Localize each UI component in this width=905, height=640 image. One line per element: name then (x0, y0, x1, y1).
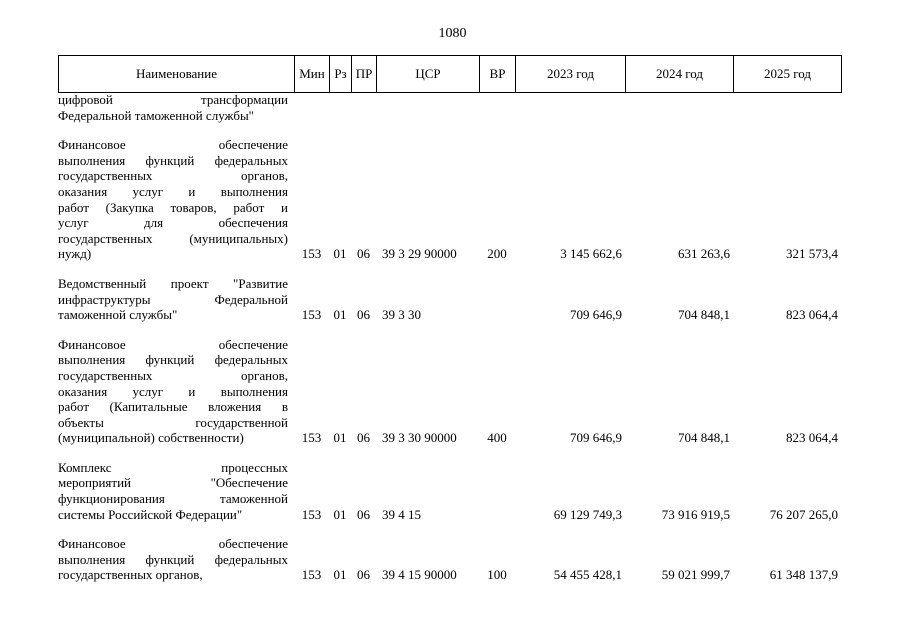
col-header-2025: 2025 год (734, 56, 842, 93)
row-value-2024: 631 263,6 (678, 246, 730, 262)
table-row (58, 337, 841, 446)
row-spacer (58, 262, 841, 276)
row-value-2025 (733, 92, 841, 123)
budget-table (58, 92, 841, 583)
row-min: 153 (301, 307, 322, 323)
row-csr: 39 3 30 (382, 307, 421, 323)
row-name-line: Федеральной таможенной службы" (58, 107, 254, 123)
row-value-2024: 704 848,1 (678, 430, 730, 446)
row-min: 153 (301, 430, 322, 446)
row-min (294, 92, 329, 123)
row-pr: 06 (357, 506, 370, 522)
row-spacer (58, 123, 841, 137)
row-value-2024: 704 848,1 (678, 307, 730, 323)
row-name-cell (58, 337, 294, 446)
row-spacer-cell (58, 262, 841, 276)
row-name-line: Комплекс процессных (58, 459, 288, 475)
row-name-line: объекты государственной (58, 414, 288, 430)
row-spacer (58, 323, 841, 337)
row-value-2023 (515, 92, 625, 123)
row-name-cell (58, 460, 294, 522)
row-name-line: системы Российской Федерации" (58, 506, 243, 522)
row-name-line: (муниципальной) собственности) (58, 430, 244, 446)
table-header (58, 55, 842, 93)
row-vr: 200 (487, 246, 507, 262)
row-value-2024 (625, 92, 733, 123)
row-vr: 400 (487, 430, 507, 446)
col-header-csr: ЦСР (377, 56, 480, 93)
row-csr (376, 92, 479, 123)
row-spacer-cell (58, 522, 841, 536)
row-rz: 01 (333, 506, 347, 522)
row-rz (329, 92, 351, 123)
table-row (58, 460, 841, 522)
row-name-line: таможенной службы" (58, 307, 178, 323)
row-rz: 01 (333, 567, 347, 583)
row-rz: 01 (333, 307, 347, 323)
row-name-line: Финансовое обеспечение (58, 137, 288, 153)
row-name-line: выполнения функций федеральных (58, 152, 288, 168)
row-vr (479, 92, 515, 123)
row-name-line: инфраструктуры Федеральной (58, 291, 288, 307)
row-pr: 06 (357, 567, 370, 583)
table-row (58, 276, 841, 323)
row-min: 153 (301, 246, 322, 262)
row-name-line: выполнения функций федеральных (58, 551, 288, 567)
row-name-line: оказания услуг и выполнения (58, 383, 288, 399)
row-pr: 06 (357, 307, 370, 323)
row-csr: 39 4 15 (382, 506, 421, 522)
row-name-line: Ведомственный проект "Развитие (58, 275, 288, 291)
row-min: 153 (301, 506, 322, 522)
row-rz: 01 (333, 246, 347, 262)
row-name-line: Финансовое обеспечение (58, 536, 288, 552)
row-value-2023: 3 145 662,6 (560, 246, 622, 262)
row-name-line: мероприятий "Обеспечение (58, 475, 288, 491)
row-value-2023: 69 129 749,3 (553, 506, 622, 522)
page-number: 1080 (438, 26, 467, 41)
col-header-2023: 2023 год (516, 56, 626, 93)
row-pr: 06 (357, 430, 370, 446)
row-pr: 06 (357, 246, 370, 262)
row-spacer (58, 522, 841, 536)
row-csr: 39 3 29 90000 (382, 246, 457, 262)
row-name-line: услуг для обеспечения (58, 215, 288, 231)
row-value-2025: 76 207 265,0 (769, 506, 838, 522)
col-header-pr: ПР (352, 56, 377, 93)
row-name-line: выполнения функций федеральных (58, 352, 288, 368)
row-name-line: государственных органов, (58, 567, 203, 583)
row-name-cell (58, 536, 294, 583)
row-name-line: Финансовое обеспечение (58, 336, 288, 352)
row-name-line: цифровой трансформации (58, 92, 288, 107)
table-row (58, 536, 841, 583)
row-vr: 100 (487, 567, 507, 583)
row-name-line: работ (Закупка товаров, работ и (58, 199, 288, 215)
row-spacer-cell (58, 323, 841, 337)
row-spacer (58, 446, 841, 460)
row-name-line: государственных органов, (58, 367, 288, 383)
row-name-line: работ (Капитальные вложения в (58, 399, 288, 415)
row-name-cell (58, 92, 294, 123)
row-value-2024: 73 916 919,5 (661, 506, 730, 522)
row-value-2023: 709 646,9 (570, 307, 622, 323)
col-header-vr: ВР (480, 56, 516, 93)
row-vr (479, 460, 515, 522)
row-name-line: государственных органов, (58, 168, 288, 184)
row-rz: 01 (333, 430, 347, 446)
row-value-2023: 54 455 428,1 (553, 567, 622, 583)
col-header-2024: 2024 год (626, 56, 734, 93)
row-csr: 39 4 15 90000 (382, 567, 457, 583)
col-header-name: Наименование (59, 56, 295, 93)
row-value-2024: 59 021 999,7 (661, 567, 730, 583)
row-spacer-cell (58, 123, 841, 137)
row-csr: 39 3 30 90000 (382, 430, 457, 446)
row-spacer-cell (58, 446, 841, 460)
row-name-line: нужд) (58, 246, 92, 262)
row-name-line: оказания услуг и выполнения (58, 183, 288, 199)
col-header-min: Мин (295, 56, 330, 93)
row-vr (479, 276, 515, 323)
row-name-line: государственных (муниципальных) (58, 230, 288, 246)
row-name-cell (58, 137, 294, 262)
row-min: 153 (301, 567, 322, 583)
row-value-2023: 709 646,9 (570, 430, 622, 446)
row-name-cell (58, 276, 294, 323)
row-value-2025: 823 064,4 (786, 430, 838, 446)
row-value-2025: 823 064,4 (786, 307, 838, 323)
row-value-2025: 61 348 137,9 (769, 567, 838, 583)
row-name-line: функционирования таможенной (58, 491, 288, 507)
row-value-2025: 321 573,4 (786, 246, 838, 262)
table-row (58, 92, 841, 123)
table-row (58, 137, 841, 262)
col-header-rz: Рз (330, 56, 352, 93)
row-pr (351, 92, 376, 123)
